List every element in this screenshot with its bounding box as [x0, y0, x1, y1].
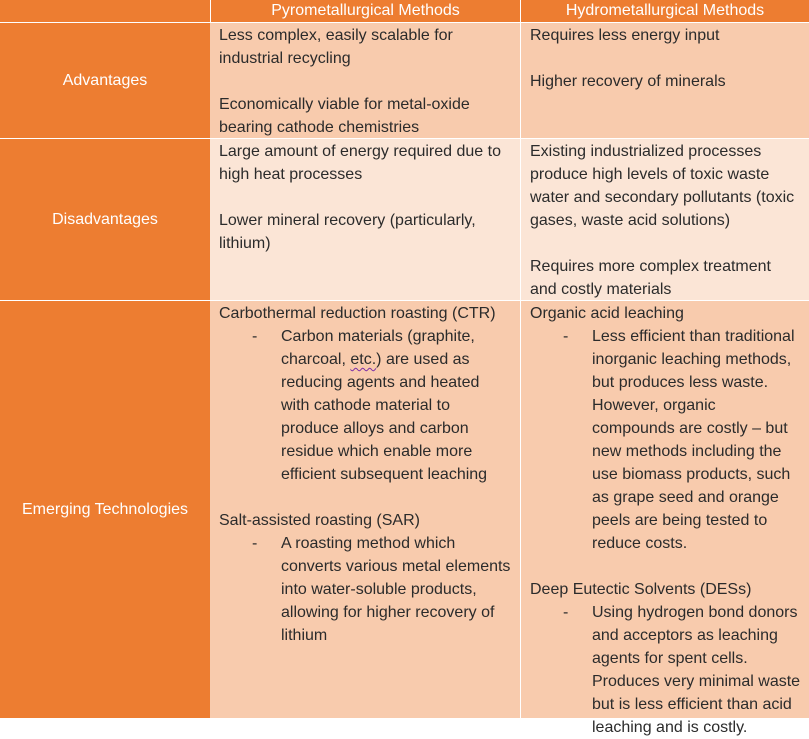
des-title: Deep Eutectic Solvents (DESs) [530, 581, 752, 598]
advantage-pyro-2: Economically viable for metal-oxide bearing cathode chemistries [219, 96, 470, 136]
ctr-title: Carbothermal reduction roasting (CTR) [219, 305, 496, 322]
list-item [530, 325, 801, 555]
organic-acid-description: Less efficient than traditional inorganic leaching methods, but produces less waste. However, organic compounds are costly – but new methods including the use biomass products, such as grape seed and orange peels are being tested to reduce costs. [592, 328, 795, 552]
list-item [530, 601, 801, 739]
sar-title: Salt-assisted roasting (SAR) [219, 512, 420, 529]
list-item [219, 532, 512, 647]
cell-advantages-hydro [520, 22, 809, 138]
disadvantage-hydro-2: Requires more complex treatment and costly materials [530, 258, 771, 298]
spellcheck-flagged-word[interactable]: etc. [350, 351, 377, 368]
ctr-description-part: ) are used as reducing agents and heated with cathode material to produce alloys and carbon residue which enable more efficient subsequent leaching [281, 351, 488, 483]
dash-marker: - [252, 328, 258, 345]
header-hydrometallurgical: Hydrometallurgical Methods [520, 0, 809, 22]
header-pyrometallurgical: Pyrometallurgical Methods [210, 0, 520, 22]
row-label-emerging-technologies [0, 300, 210, 718]
row-label-text: Emerging Technologies [21, 501, 189, 518]
disadvantage-hydro-1: Existing industrialized processes produce high levels of toxic waste water and secondary pollutants (toxic gases, waste acid solutions) [530, 143, 795, 229]
row-label-disadvantages [0, 138, 210, 300]
cell-disadvantages-pyro [210, 138, 520, 300]
dash-marker: - [252, 535, 258, 552]
row-label-text: Disadvantages [52, 211, 158, 228]
sar-description: A roasting method which converts various metal elements into water-soluble products, allowing for higher recovery of lithium [281, 535, 511, 644]
dash-marker: - [563, 328, 569, 345]
cell-advantages-pyro [210, 22, 520, 138]
ctr-description [281, 325, 512, 486]
advantage-hydro-2: Higher recovery of minerals [530, 73, 726, 90]
row-label-text: Advantages [62, 72, 148, 89]
header-corner-cell [0, 0, 210, 22]
row-label-advantages [0, 22, 210, 138]
dash-marker: - [563, 604, 569, 621]
cell-disadvantages-hydro [520, 138, 809, 300]
advantage-pyro-1: Less complex, easily scalable for industrial recycling [219, 27, 453, 67]
cell-emerging-hydro [520, 300, 809, 736]
cell-emerging-pyro [210, 300, 520, 718]
disadvantage-pyro-1: Large amount of energy required due to high heat processes [219, 143, 501, 183]
list-item [219, 325, 512, 486]
ctr-description-part: Carbon materials (graphite, charcoal, [281, 328, 475, 368]
des-description: Using hydrogen bond donors and acceptors as leaching agents for spent cells. Produces very minimal waste but is less efficient than acid leaching and is costly. [592, 604, 801, 736]
organic-acid-title: Organic acid leaching [530, 305, 684, 322]
advantage-hydro-1: Requires less energy input [530, 27, 720, 44]
disadvantage-pyro-2: Lower mineral recovery (particularly, lithium) [219, 212, 476, 252]
